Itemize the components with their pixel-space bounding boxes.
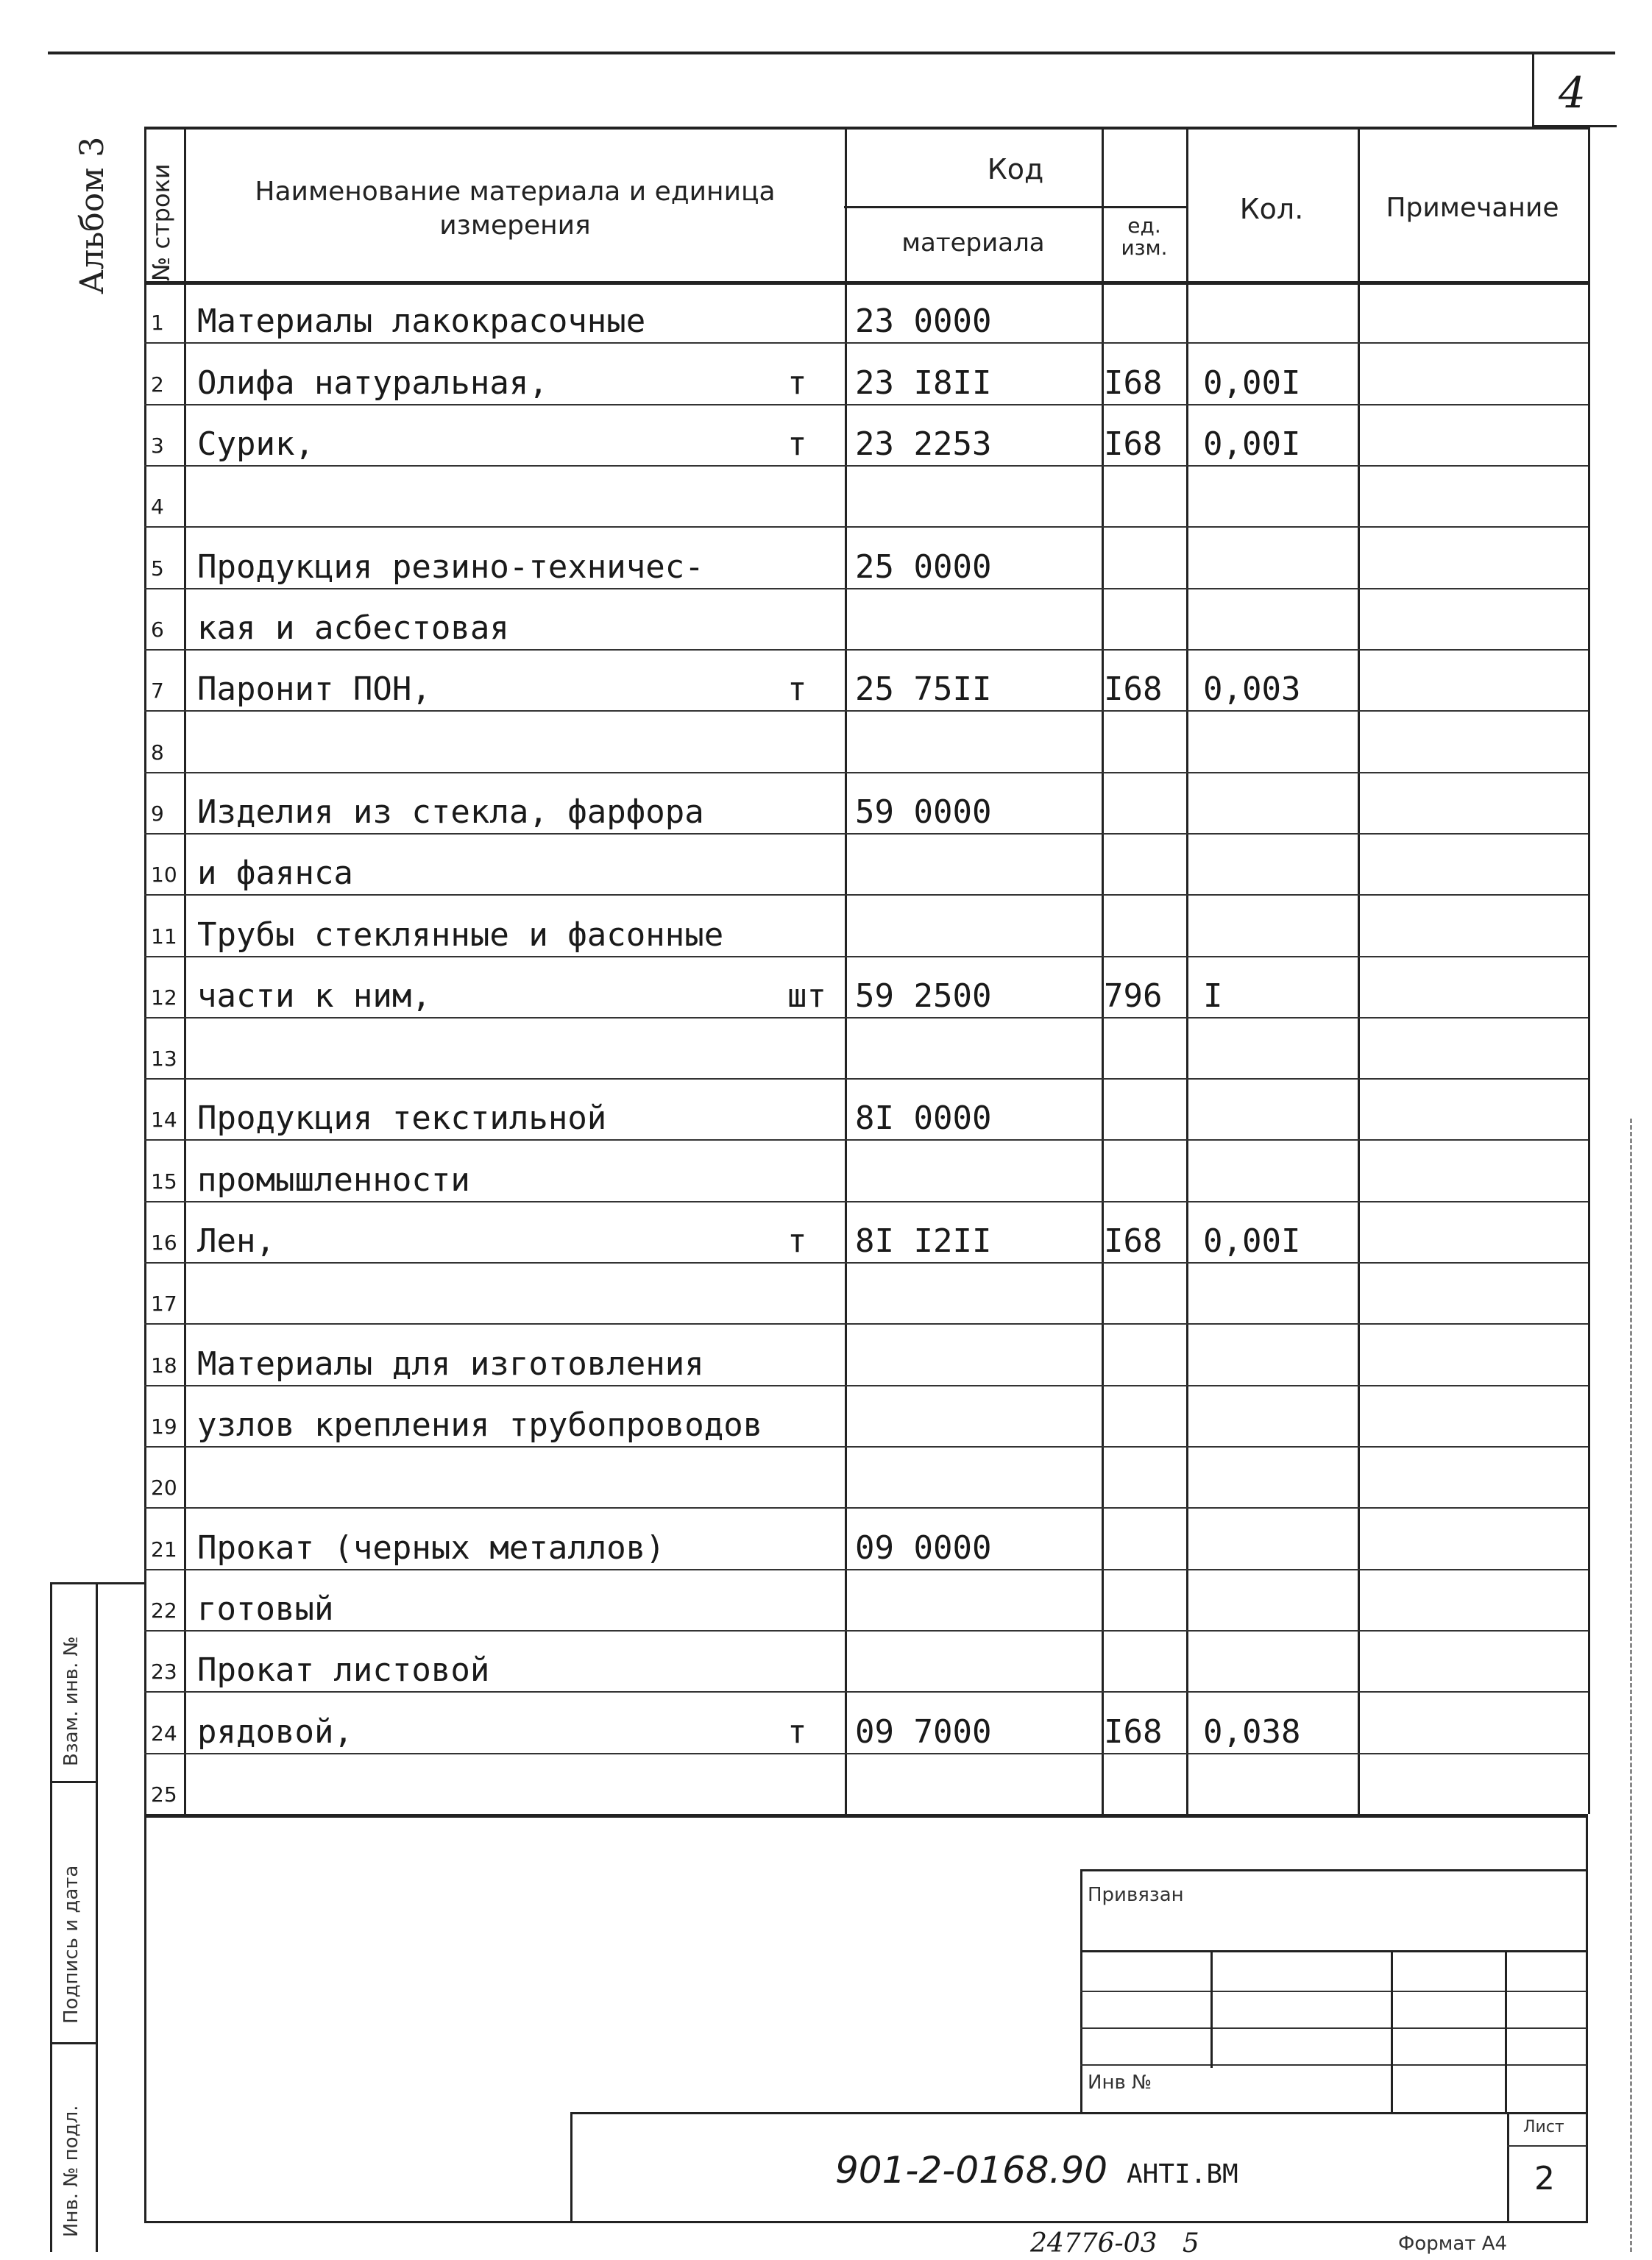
row-number: 20	[151, 1476, 177, 1501]
row-number: 22	[151, 1598, 177, 1623]
column-line-1	[184, 127, 186, 1814]
material-name: Продукция резино-техничес-	[197, 548, 704, 586]
material-code: 23 0000	[855, 302, 992, 341]
row-number: 1	[151, 311, 164, 336]
row-number: 2	[151, 372, 164, 397]
material-name: Сурик,	[197, 425, 314, 463]
column-line-0	[144, 127, 146, 1814]
unit-code: I68	[1104, 1222, 1163, 1261]
table-bottom-border	[144, 1814, 1588, 1818]
binding-line	[1630, 1119, 1632, 2252]
unit-code: 796	[1104, 977, 1163, 1015]
material-name: Продукция текстильной	[197, 1099, 607, 1138]
row-number: 10	[151, 862, 177, 888]
doc-box-top	[570, 2112, 1587, 2114]
sheet-label: Лист	[1523, 2118, 1564, 2136]
privyazan-col1	[1210, 1950, 1213, 2068]
row-line-22	[144, 1630, 1588, 1632]
header-note: Примечание	[1386, 193, 1559, 223]
privyazan-col2	[1391, 1950, 1393, 2112]
privyazan-col3	[1505, 1950, 1507, 2112]
material-name: Материалы для изготовления	[197, 1345, 704, 1383]
row-number: 3	[151, 433, 164, 458]
material-code: 23 2253	[855, 425, 992, 463]
material-name: части к ним,	[197, 977, 431, 1015]
footer-number: 24776-03 5	[1030, 2228, 1199, 2259]
row-number: 17	[151, 1292, 177, 1317]
row-line-9	[144, 833, 1588, 835]
privyazan-label: Привязан	[1088, 1884, 1184, 1906]
material-code: 59 2500	[855, 977, 992, 1015]
header-unit: ед. изм.	[1121, 213, 1168, 260]
row-number: 4	[151, 495, 164, 520]
row-number: 5	[151, 556, 164, 581]
column-line-4	[1186, 127, 1188, 1814]
row-number: 15	[151, 1169, 177, 1194]
side-label-podpis: Подпись и дата	[60, 1865, 82, 2024]
header-bottom-border	[144, 281, 1588, 285]
row-line-24	[144, 1753, 1588, 1754]
material-name: Изделия из стекла, фарфора	[197, 793, 704, 831]
side-stamp-line2	[50, 2042, 96, 2044]
sheet-number: 2	[1534, 2160, 1555, 2197]
row-number: 6	[151, 617, 164, 642]
privyazan-top	[1080, 1869, 1587, 1871]
privyazan-line3	[1080, 2027, 1587, 2029]
row-line-19	[144, 1446, 1588, 1448]
row-number: 14	[151, 1108, 177, 1133]
page-number: 4	[1559, 68, 1586, 118]
unit-code: I68	[1104, 670, 1163, 709]
material-name: кая и асбестовая	[197, 609, 509, 647]
doc-box-left	[570, 2112, 572, 2222]
quantity: 0,00I	[1203, 425, 1301, 463]
row-number: 19	[151, 1414, 177, 1439]
material-name: и фаянса	[197, 854, 353, 893]
side-stamp-edge	[50, 1582, 52, 2252]
row-line-14	[144, 1139, 1588, 1141]
material-code: 8I I2II	[855, 1222, 992, 1261]
header-qty: Кол.	[1239, 193, 1304, 225]
code-subheader-line	[844, 206, 1186, 208]
material-name: Трубы стеклянные и фасонные	[197, 915, 724, 954]
unit-abbrev: т	[787, 1222, 807, 1261]
column-line-2	[845, 127, 847, 1814]
material-name: Лен,	[197, 1222, 275, 1261]
row-number: 25	[151, 1782, 177, 1807]
row-line-2	[144, 404, 1588, 405]
unit-code: I68	[1104, 425, 1163, 463]
row-number: 24	[151, 1721, 177, 1746]
footer-format: Формат А4	[1398, 2233, 1508, 2255]
material-code: 25 75II	[855, 670, 992, 709]
row-number: 11	[151, 924, 177, 949]
material-code: 23 I8II	[855, 364, 992, 402]
material-code: 09 7000	[855, 1712, 992, 1751]
row-line-6	[144, 649, 1588, 651]
row-number: 18	[151, 1353, 177, 1378]
page-number-box-edge	[1532, 52, 1534, 125]
material-name: узлов крепления трубопроводов	[197, 1406, 763, 1445]
doc-code-main: 901-2-0168.90	[835, 2149, 1108, 2192]
material-name: готовый	[197, 1590, 334, 1629]
side-stamp-line1	[50, 1781, 96, 1783]
row-line-20	[144, 1507, 1588, 1509]
unit-abbrev: т	[787, 364, 807, 402]
header-name	[191, 175, 839, 243]
row-number: 9	[151, 801, 164, 826]
row-line-1	[144, 342, 1588, 344]
unit-abbrev: шт	[787, 977, 826, 1015]
row-line-7	[144, 710, 1588, 712]
row-line-17	[144, 1323, 1588, 1325]
table-top-border	[144, 127, 1588, 130]
material-code: 25 0000	[855, 548, 992, 586]
quantity: 0,003	[1203, 670, 1301, 709]
row-line-21	[144, 1569, 1588, 1570]
unit-abbrev: т	[787, 425, 807, 463]
material-code: 59 0000	[855, 793, 992, 831]
privyazan-line1	[1080, 1950, 1587, 1952]
quantity: 0,00I	[1203, 1222, 1301, 1261]
top-rule	[48, 52, 1615, 54]
unit-code: I68	[1104, 1712, 1163, 1751]
side-stamp-divider	[96, 1582, 98, 2252]
material-code: 09 0000	[855, 1528, 992, 1567]
row-line-4	[144, 526, 1588, 528]
side-stamp-top	[50, 1582, 146, 1584]
doc-code-suffix: АНТI.ВМ	[1127, 2159, 1238, 2189]
row-line-16	[144, 1262, 1588, 1264]
material-code: 8I 0000	[855, 1099, 992, 1138]
unit-code: I68	[1104, 364, 1163, 402]
stamp-left-edge	[144, 1814, 146, 2222]
stamp-right-edge	[1586, 1814, 1588, 2222]
row-number: 13	[151, 1046, 177, 1071]
album-label: Альбом 3	[74, 136, 111, 294]
material-name: Олифа натуральная,	[197, 364, 548, 402]
row-line-12	[144, 1017, 1588, 1019]
unit-abbrev: т	[787, 1712, 807, 1751]
unit-abbrev: т	[787, 670, 807, 709]
row-line-11	[144, 956, 1588, 957]
privyazan-line4	[1080, 2064, 1587, 2066]
inv-no-label: Инв №	[1088, 2072, 1152, 2094]
header-code: Код	[987, 153, 1044, 185]
material-name: Паронит ПОН,	[197, 670, 431, 709]
material-name: рядовой,	[197, 1712, 353, 1751]
column-line-5	[1358, 127, 1360, 1814]
row-line-8	[144, 772, 1588, 773]
row-line-23	[144, 1691, 1588, 1693]
material-name: Прокат (черных металлов)	[197, 1528, 665, 1567]
material-name: Прокат листовой	[197, 1651, 490, 1690]
quantity: 0,00I	[1203, 364, 1301, 402]
row-line-3	[144, 465, 1588, 467]
row-number: 16	[151, 1230, 177, 1255]
row-number: 21	[151, 1537, 177, 1562]
material-name: Материалы лакокрасочные	[197, 302, 646, 341]
row-line-13	[144, 1078, 1588, 1080]
row-line-5	[144, 588, 1588, 589]
material-name: промышленности	[197, 1161, 470, 1199]
row-number: 7	[151, 679, 164, 704]
sheet-box-divider	[1507, 2145, 1587, 2147]
row-line-15	[144, 1201, 1588, 1202]
row-number: 8	[151, 740, 164, 765]
row-line-18	[144, 1385, 1588, 1386]
header-material: материала	[901, 228, 1045, 258]
row-number: 23	[151, 1659, 177, 1685]
header-name-text: Наименование материала и единица измерения	[255, 177, 776, 241]
side-label-inv-podl: Инв. № подл.	[60, 2105, 82, 2237]
quantity: 0,038	[1203, 1712, 1301, 1751]
row-number: 12	[151, 985, 177, 1010]
privyazan-line2	[1080, 1991, 1587, 1992]
side-label-vzam: Взам. инв. №	[60, 1636, 82, 1766]
stamp-bottom	[144, 2221, 1588, 2223]
sheet-box-left	[1507, 2112, 1509, 2222]
column-line-6	[1588, 127, 1590, 1814]
row-line-10	[144, 894, 1588, 896]
document-code	[835, 2149, 1238, 2192]
header-row-no: № строки	[147, 163, 175, 281]
quantity: I	[1203, 977, 1223, 1015]
